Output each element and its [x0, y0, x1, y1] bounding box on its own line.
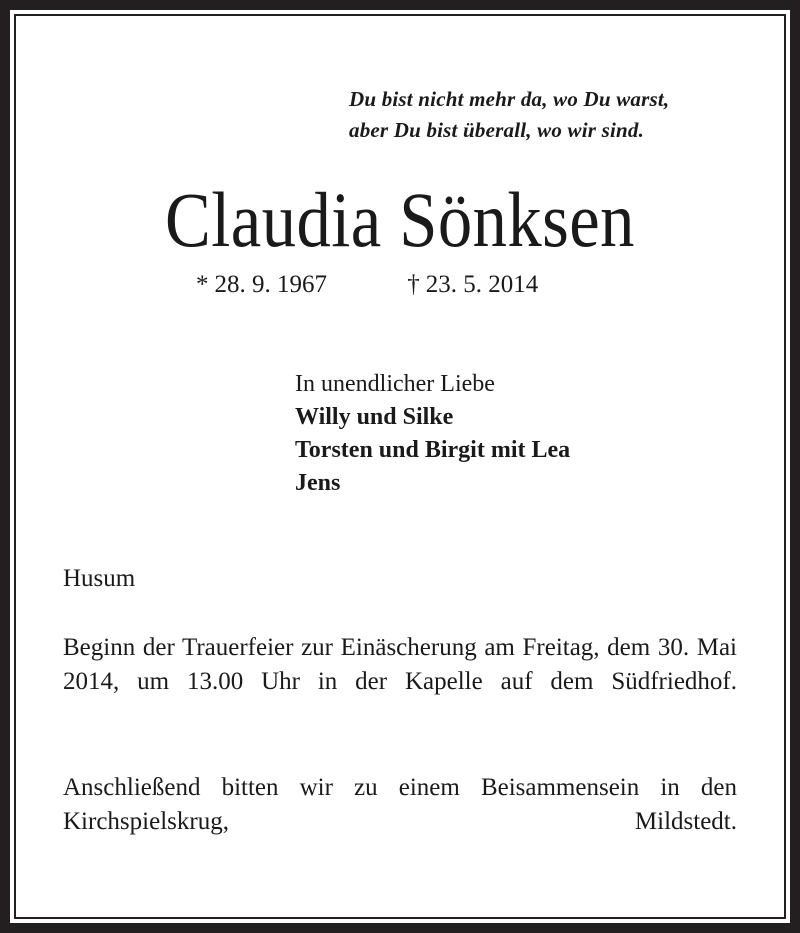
gathering-details: Anschließend bitten wir zu einem Beisammensein in den Kirchspielskrug, Mildstedt. [63, 774, 737, 835]
survivors-intro: In unendlicher Liebe [295, 371, 495, 397]
epigraph-line-2: aber Du bist überall, wo wir sind. [349, 118, 645, 142]
birth-date-group [196, 271, 333, 298]
survivors-block [63, 302, 737, 500]
survivor-line: Willy und Silke [295, 404, 454, 430]
obituary-inner-rule [14, 14, 786, 919]
life-dates [63, 262, 737, 302]
epigraph [63, 16, 737, 146]
survivor-line: Jens [295, 470, 341, 496]
obituary-notice [16, 16, 784, 917]
birth-star-icon: * [196, 271, 209, 298]
birth-date: 28. 9. 1967 [214, 271, 327, 298]
death-cross-icon: † [407, 271, 420, 298]
service-details: Beginn der Trauerfeier zur Einäscherung am Freitag, dem 30. Mai 2014, um 13.00 Uhr in der Kapelle auf dem Südfriedhof. [63, 634, 737, 695]
death-date-group [407, 271, 538, 298]
death-date: 23. 5. 2014 [425, 271, 539, 298]
deceased-name: Claudia Sönksen [165, 176, 635, 263]
obituary-frame-gap [10, 10, 790, 923]
place-name: Husum [63, 565, 136, 592]
survivor-line: Torsten und Birgit mit Lea [295, 437, 571, 463]
epigraph-line-1: Du bist nicht mehr da, wo Du warst, [349, 87, 670, 111]
